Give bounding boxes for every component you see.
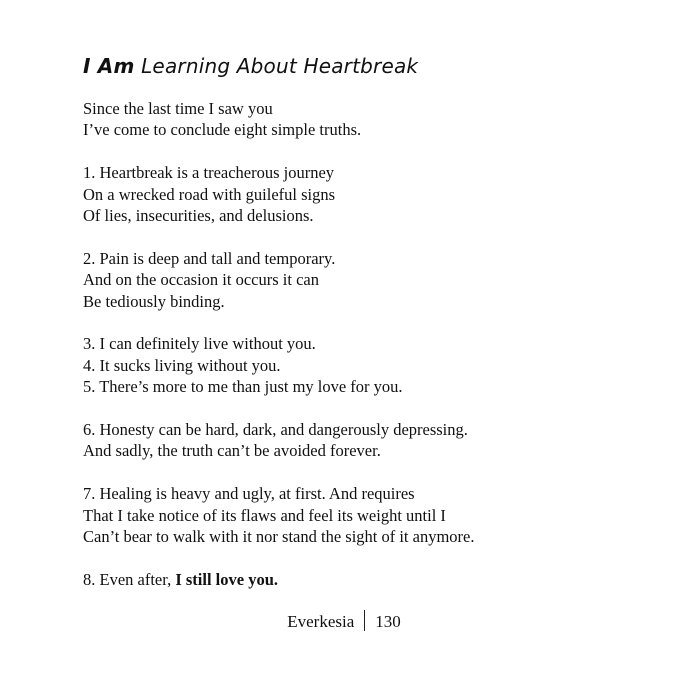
poem-line: And on the occasion it occurs it can [83, 270, 319, 290]
poem-line: 3. I can definitely live without you. [83, 334, 316, 354]
poem-line: Can’t bear to walk with it nor stand the sight of it anymore. [83, 527, 475, 547]
poem-line: Be tediously binding. [83, 291, 225, 311]
page-number: 130 [375, 612, 401, 631]
poem-line: 7. Healing is heavy and ugly, at first. And requires [83, 484, 415, 504]
stanza-7 [83, 569, 643, 590]
poem-line: 4. It sucks living without you. [83, 355, 281, 375]
poem-line: And sadly, the truth can’t be avoided forever. [83, 441, 381, 461]
poem-title-rest: Learning About Heartbreak [141, 54, 419, 78]
poem-line: That I take notice of its flaws and feel its weight until I [83, 505, 446, 525]
stanza-5 [83, 419, 643, 462]
footer-divider [364, 610, 365, 631]
stanza-3 [83, 248, 643, 312]
poem-title [83, 52, 418, 80]
poem-line: On a wrecked road with guileful signs [83, 184, 336, 204]
stanza-4 [83, 333, 643, 397]
page-footer [0, 610, 688, 634]
poem-line: 1. Heartbreak is a treacherous journey [83, 163, 335, 183]
stanza-1 [83, 98, 643, 141]
final-line-prefix: 8. Even after, [83, 569, 172, 589]
book-title: Everkesia [287, 612, 355, 631]
poem-line: I’ve come to conclude eight simple truths. [83, 120, 362, 140]
final-line-emphasis: I still love you. [175, 569, 279, 589]
poem-body [83, 98, 643, 612]
poem-line: 6. Honesty can be hard, dark, and dangerously depressing. [83, 420, 468, 440]
stanza-6 [83, 483, 643, 547]
poem-line: 5. There’s more to me than just my love for you. [83, 377, 403, 397]
poem-line: 2. Pain is deep and tall and temporary. [83, 248, 336, 268]
stanza-2 [83, 162, 643, 226]
poem-line: Of lies, insecurities, and delusions. [83, 206, 314, 226]
poem-title-bold: I Am [83, 54, 135, 78]
poem-line-final [83, 569, 643, 590]
poem-line: Since the last time I saw you [83, 99, 273, 118]
